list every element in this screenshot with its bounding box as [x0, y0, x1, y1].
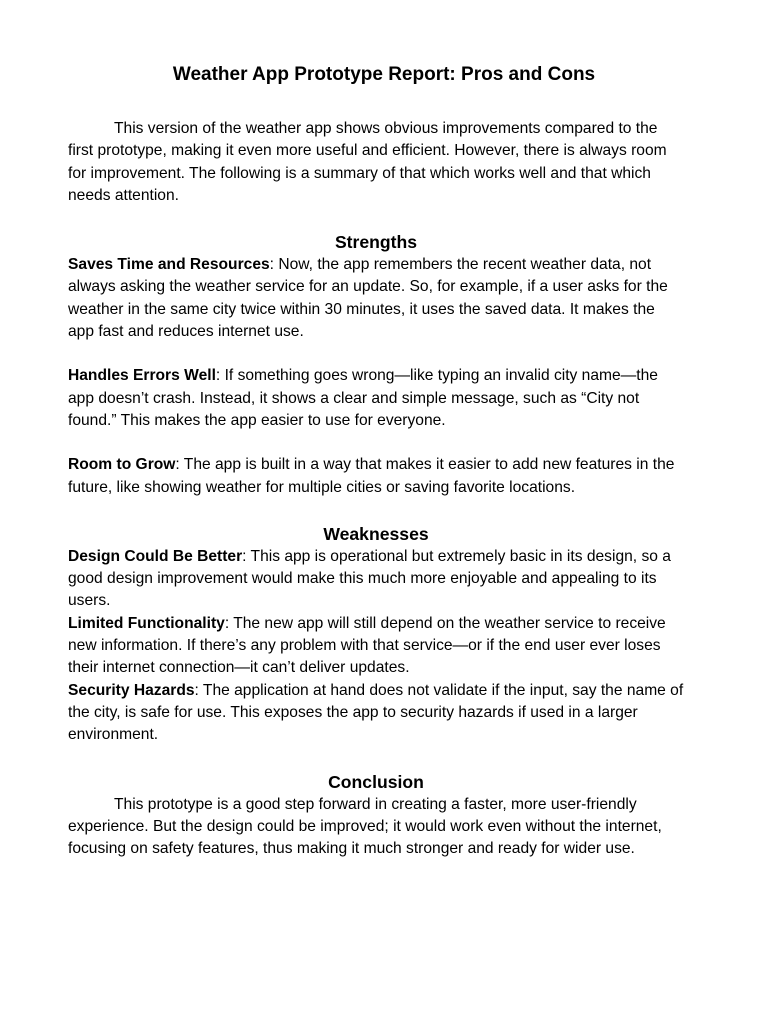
conclusion-heading: Conclusion: [328, 771, 424, 792]
weaknesses-heading: Weaknesses: [323, 523, 429, 544]
weakness-text: : The new app will still depend on the weather service to receive new information. If there’s any problem with that service—or if the end user ever loses their internet connection—it can’t deliver updates.: [68, 614, 666, 677]
weakness-text: : The application at hand does not validate if the input, say the name of the city, is safe for use. This exposes the app to security hazards if used in a larger environment.: [68, 681, 684, 744]
strength-term: Handles Errors Well: [68, 367, 216, 385]
conclusion-paragraph: This prototype is a good step forward in creating a faster, more user-friendly experience. But the design could be improved; it would work even without the internet, focusing on safety features, thus making it much stronger and ready for wider use.: [68, 795, 662, 858]
strength-term: Saves Time and Resources: [68, 256, 270, 274]
document-title: Weather App Prototype Report: Pros and Cons: [172, 64, 596, 85]
strength-item-handles-errors: [68, 365, 684, 432]
strength-text: : Now, the app remembers the recent weather data, not always asking the weather service for an update. So, for example, if a user asks for the weather in the same city twice within 30 minutes, it uses the saved data. It makes the app fast and reduces internet use.: [68, 256, 668, 341]
intro-paragraph: This version of the weather app shows obvious improvements compared to the first prototype, making it even more useful and efficient. However, there is always room for improvement. The following is a summary of that which works well and that which needs attention.: [68, 120, 667, 204]
weakness-term: Security Hazards: [68, 681, 195, 699]
weakness-item-design: [68, 546, 684, 613]
weakness-item-functionality: [68, 613, 684, 680]
weakness-item-security: [68, 680, 684, 747]
spacer: [68, 432, 684, 454]
strengths-heading: Strengths: [334, 232, 418, 253]
weakness-term: Limited Functionality: [68, 614, 225, 632]
spacer: [68, 343, 684, 365]
spacer: [68, 207, 684, 230]
weakness-term: Design Could Be Better: [68, 547, 243, 565]
strength-item-room-to-grow: [68, 454, 684, 499]
strength-term: Room to Grow: [68, 456, 176, 474]
spacer: [68, 747, 684, 770]
strength-text: : The app is built in a way that makes it easier to add new features in the future, like showing weather for multiple cities or saving favorite locations.: [68, 456, 675, 496]
strength-text: : If something goes wrong—like typing an invalid city name—the app doesn’t crash. Instead, it shows a clear and simple message, such as “City not found.” This makes the app easier to use for everyone.: [68, 367, 658, 429]
spacer: [68, 499, 684, 522]
strength-item-saves-time: [68, 254, 684, 343]
weakness-text: : This app is operational but extremely basic in its design, so a good design improvement would make this much more enjoyable and appealing to its users.: [68, 547, 671, 610]
